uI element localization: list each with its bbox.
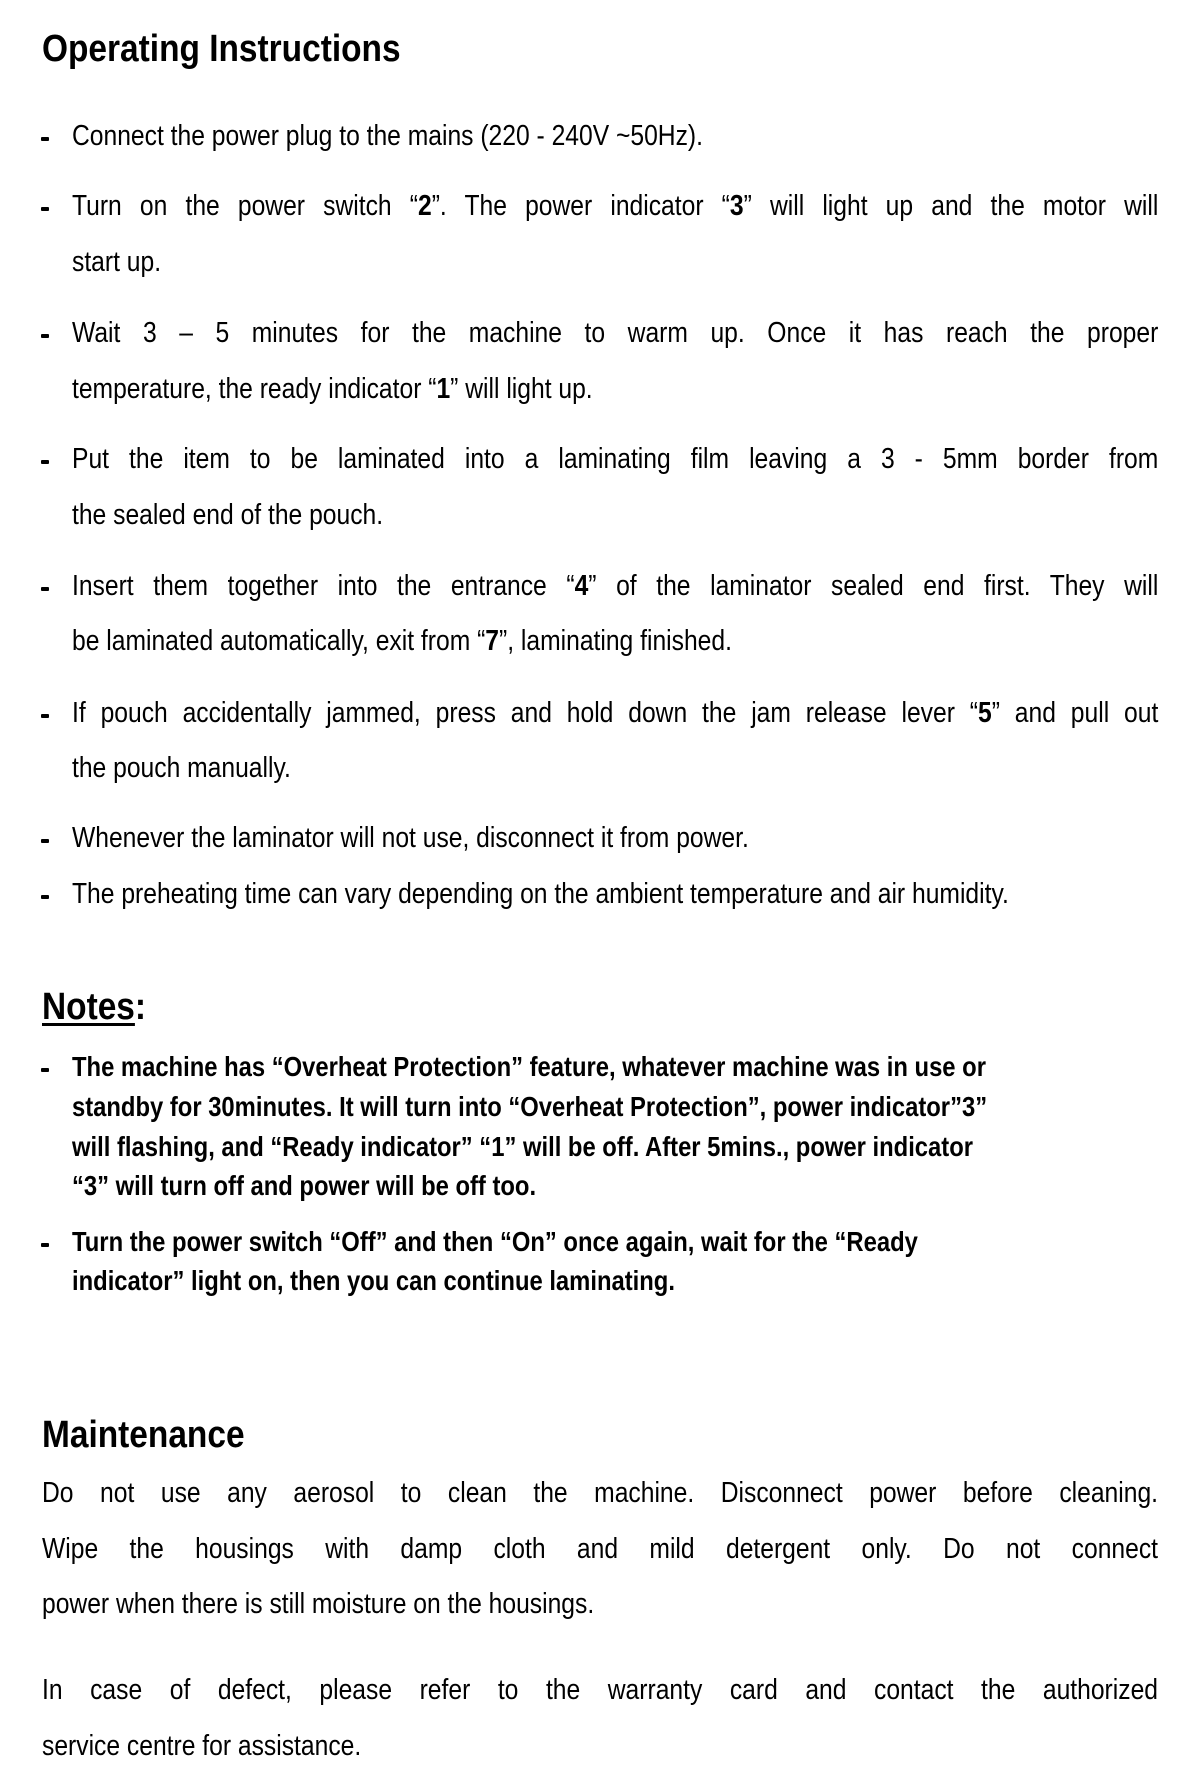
text-segment: Connect the power plug to the mains (220 - 240V ~50Hz). (72, 120, 704, 152)
text-segment: ” will light up and the motor will (743, 190, 1159, 222)
text-line (72, 877, 1158, 911)
text-line (42, 1476, 1158, 1510)
bullet-icon (41, 587, 49, 591)
bullet-icon (41, 460, 49, 464)
text-segment: power when there is still moisture on the housings. (42, 1588, 595, 1620)
text-segment: the pouch manually. (72, 752, 291, 784)
text-segment: “3” will turn off and power will be off too. (72, 1170, 537, 1201)
bullet-icon (41, 839, 49, 843)
text-segment: indicator” light on, then you can continue laminating. (72, 1265, 675, 1296)
text-line (72, 442, 1158, 476)
text-line (72, 372, 1158, 406)
text-line (42, 1729, 1158, 1763)
text-segment: If pouch accidentally jammed, press and hold down the jam release lever “ (72, 697, 979, 729)
text-segment: the sealed end of the pouch. (72, 499, 384, 531)
text-line (72, 1090, 1158, 1124)
text-segment: standby for 30minutes. It will turn into “Overheat Protection”, power indicator”3” (72, 1091, 988, 1122)
part-number: 3 (729, 190, 744, 222)
text-line (72, 1169, 1158, 1203)
text-segment: Turn on the power switch “ (72, 190, 418, 222)
part-number: 1 (436, 373, 451, 405)
part-number: 7 (485, 625, 500, 657)
maintenance-heading: Maintenance (42, 1414, 245, 1456)
bullet-icon (41, 1068, 49, 1072)
text-line (42, 1673, 1158, 1707)
text-segment: Whenever the laminator will not use, disconnect it from power. (72, 822, 749, 854)
text-segment: Turn the power switch “Off” and then “On” once again, wait for the “Ready (72, 1226, 918, 1257)
text-line (72, 316, 1158, 350)
notes-heading (42, 988, 146, 1026)
text-line (72, 1225, 1158, 1259)
text-segment: will flashing, and “Ready indicator” “1” will be off. After 5mins., power indicator (72, 1131, 974, 1162)
text-segment: The preheating time can vary depending on the ambient temperature and air humidity. (72, 878, 1009, 910)
text-segment: Insert them together into the entrance “ (72, 570, 575, 602)
bullet-icon (41, 334, 49, 338)
text-segment: ” of the laminator sealed end first. They will (588, 570, 1159, 602)
text-line (72, 751, 1158, 785)
text-line (72, 498, 1158, 532)
text-segment: The machine has “Overheat Protection” feature, whatever machine was in use or (72, 1051, 986, 1082)
text-line (72, 821, 1158, 855)
text-segment: service centre for assistance. (42, 1730, 362, 1762)
text-line (72, 1130, 1158, 1164)
part-number: 2 (417, 190, 432, 222)
text-segment: ” will light up. (450, 373, 593, 405)
text-line (42, 1587, 1158, 1621)
text-line (72, 1050, 1158, 1084)
notes-colon: : (134, 986, 147, 1028)
text-segment: Wait 3 – 5 minutes for the machine to warm up. Once it has reach the proper (72, 317, 1159, 349)
text-segment: be laminated automatically, exit from “ (72, 625, 486, 657)
text-segment: Put the item to be laminated into a laminating film leaving a 3 - 5mm border from (72, 443, 1159, 475)
text-line (72, 1264, 1158, 1298)
text-segment: ”, laminating finished. (499, 625, 732, 657)
bullet-icon (41, 207, 49, 211)
text-line (72, 696, 1158, 730)
text-line (42, 1532, 1158, 1566)
text-line (72, 189, 1158, 223)
text-line (72, 245, 1158, 279)
text-line (72, 624, 1158, 658)
text-segment: Wipe the housings with damp cloth and mild detergent only. Do not connect (42, 1533, 1158, 1565)
part-number: 5 (978, 697, 992, 729)
text-line (72, 569, 1158, 603)
text-segment: ” and pull out (991, 697, 1159, 729)
text-segment: Do not use any aerosol to clean the machine. Disconnect power before cleaning. (42, 1477, 1158, 1509)
page-title: Operating Instructions (42, 28, 401, 70)
notes-title: Notes (42, 986, 135, 1028)
bullet-icon (41, 895, 49, 899)
text-line (72, 119, 1158, 153)
part-number: 4 (574, 570, 589, 602)
text-segment: temperature, the ready indicator “ (72, 373, 437, 405)
bullet-icon (41, 714, 49, 718)
text-segment: ”. The power indicator “ (431, 190, 730, 222)
text-segment: In case of defect, please refer to the warranty card and contact the authorized (42, 1674, 1158, 1706)
text-segment: start up. (72, 246, 162, 278)
bullet-icon (41, 1243, 49, 1247)
bullet-icon (41, 137, 49, 141)
